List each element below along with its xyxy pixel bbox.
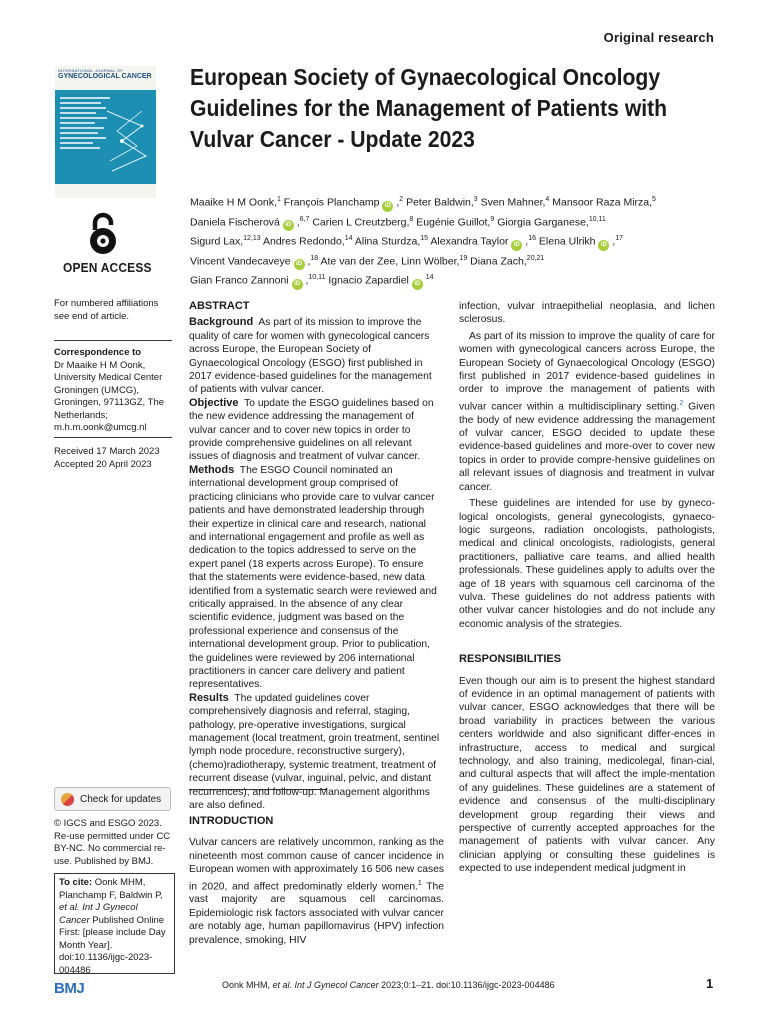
abstract-heading: ABSTRACT	[189, 300, 250, 312]
author-name: Gian Franco Zannoni	[190, 274, 289, 287]
open-access-icon	[86, 212, 120, 256]
paragraph: Even though our aim is to present the highest standard of evidence in an optimal management of patients with vulvar cancer, ESGO acknowledges that there will be broad variability in practices between the various centers worldwide and also significant differ-ences in infrastructure, access to medical and surgical technology, and also training, medicolegal, finan-cial, and cultural aspects that will affect the imple-mentation of any guidelines. These guidelines are a statement of evidence and consensus of the multi-disciplinary development group regarding their views and perspective of currently accepted approaches for the management of patients with vulvar cancer. Any clinician applying or consulting these guidelines is expected to use independent medical judgment in	[459, 675, 715, 875]
cover-journal-small: INTERNATIONAL JOURNAL OF	[58, 68, 124, 73]
sidebar-divider	[54, 437, 172, 438]
cover-journal-name: GYNECOLOGICAL CANCER	[58, 73, 152, 80]
accepted-date: Accepted 20 April 2023	[54, 458, 152, 470]
cite-published: Published Online First: [please include Day Month Year]. doi:10.1136/ijgc-2023-004486	[59, 914, 166, 976]
author-name: Eugénie Guillot,	[416, 216, 491, 228]
cite-journal: et al. Int J Gynecol Cancer	[59, 902, 138, 926]
open-access-label: OPEN ACCESS	[63, 260, 152, 275]
objective-label: Objective	[189, 396, 239, 409]
author-name: Carien L Creutzberg,	[312, 216, 410, 228]
sidebar-divider	[54, 340, 172, 341]
paragraph-continued: infection, vulvar intraepithelial neoplasia, and lichen sclerosus.	[459, 301, 715, 326]
author-list: Maaike H M Oonk,$^1$ François Planchamp iD ,$^2$ Peter Baldwin,$^3$ Sven Mahner,$^4$ Mansoor Raza Mirza,$^5$ Daniela Fischerová iD ,$^{6,7}$ Carien L Creutzberg,$^8$ Eugénie Guillot,$^9$ Giorgia Garganese,$^{10,11}$ Sigurd Lax,$^{12,13}$ Andres Redondo,$^{14}$ Alina Sturdza,$^{15}$ Alexandra Taylor iD ,$^{16}$ Elena Ulrikh iD ,$^{17}$ Vincent Vandecaveye iD ,$^{18}$ Ate van der Zee, Linn Wölber,$^{19}$ Diana Zach,$^{20,21}$ Gian Franco Zannoni iD ,$^{10,11}$ Ignacio Zapardiel iD $^{14}$	[190, 192, 720, 290]
author-name: Sven Mahner,	[480, 196, 546, 209]
paragraph: As part of its mission to improve the quality of care for women with gynecological cancers across Europe, the European Society of Gynaecological Oncology (ESGO) first published in 2017 evidence-based guidelines in order to improve the management of patients with vulvar cancer within a multidisciplinary setting.$^2$ Given the body of new evidence addressing the management of vulvar cancer, ESGO decided to update these evidence-based guidelines and more-over to cover new topics in order to provide compre-hensive guidelines on all relevant issues of diagnosis and treatment in vulvar cancer.	[459, 330, 715, 493]
author-name: Daniela Fischerová	[190, 216, 280, 228]
orcid-icon[interactable]: iD	[283, 220, 294, 231]
right-column	[459, 300, 715, 876]
author-name: Sigurd Lax,	[190, 235, 244, 248]
orcid-icon[interactable]: iD	[382, 201, 393, 212]
responsibilities-heading: RESPONSIBILITIES	[459, 653, 562, 666]
correspondence-text: Dr Maaike H M Oonk, University Medical Center Groningen (UMCG), Groningen, 97113GZ, The Netherlands; m.h.m.oonk@umcg.nl	[54, 359, 165, 433]
results-label: Results	[189, 691, 229, 704]
received-date: Received 17 March 2023	[54, 446, 160, 457]
citation-box	[54, 873, 175, 974]
orcid-icon[interactable]: iD	[412, 279, 423, 290]
author-name: Ignacio Zapardiel	[328, 274, 409, 287]
author-name: Diana Zach,	[470, 255, 527, 267]
methods-label: Methods	[189, 463, 235, 476]
paragraph: These guidelines are intended for use by gyneco-logical oncologists, general gynecologists, gynaeco-logic surgeons, radiation oncologists, pathologists, medical and clinical oncologists, radiologists, general practitioners, palliative care teams, and allied health professionals. These guidelines apply to adults over the age of 18 years with squamous cell carcinoma of the vulva. These guidelines do not address patients with other vulvar cancer histologies and do not include any economic analysis of the strategies.	[459, 498, 715, 630]
background-text: As part of its mission to improve the quality of care for women with gynecological cancers across Europe, the European Society of Gynaecological Oncology (ESGO) first published in 2017 evidence-based guidelines for the management of patients with vulvar cancer.	[189, 317, 432, 396]
author-name: Linn Wölber,	[401, 255, 460, 267]
footer-citation: Oonk MHM, et al. Int J Gynecol Cancer 2023;0:1–21. doi:10.1136/ijgc-2023-004486	[222, 980, 555, 990]
correspondence-block	[54, 347, 174, 435]
background-label: Background	[189, 316, 254, 329]
orcid-icon[interactable]: iD	[598, 240, 609, 251]
author-name: Mansoor Raza Mirza,	[552, 196, 653, 209]
page-number: 1	[706, 976, 714, 991]
author-name: Andres Redondo,	[263, 235, 345, 248]
author-name: Elena Ulrikh	[538, 235, 596, 248]
affiliations-note: For numbered affiliations see end of article.	[54, 298, 159, 322]
crossmark-icon	[61, 793, 74, 806]
orcid-icon[interactable]: iD	[292, 279, 303, 290]
author-name: Giorgia Garganese,	[497, 216, 589, 228]
section-label: Original research	[603, 30, 714, 45]
author-name: Alina Sturdza,	[354, 235, 421, 248]
orcid-icon[interactable]: iD	[511, 240, 522, 251]
abstract-divider	[189, 789, 327, 790]
cover-artwork	[102, 106, 150, 176]
objective-text: To update the ESGO guidelines based on the new evidence addressing the management of vulvar cancer and to cover new topics in order to provide comprehensive guidelines on all relevant issues of diagnosis and treatment of vulvar cancer.	[189, 397, 434, 463]
dates-block	[54, 446, 174, 471]
author-name: François Planchamp	[283, 196, 380, 209]
journal-cover-image	[55, 66, 156, 198]
cite-text: Oonk MHM, Planchamp F, Baldwin P,	[59, 877, 163, 901]
author-name: Ate van der Zee,	[320, 255, 399, 267]
cover-footer-strip	[55, 184, 156, 198]
author-name: Peter Baldwin,	[406, 196, 474, 209]
orcid-icon[interactable]: iD	[294, 259, 305, 270]
introduction-heading: INTRODUCTION	[189, 815, 274, 827]
introduction-section	[189, 815, 444, 947]
introduction-paragraph: Vulvar cancers are relatively uncommon, ranking as the nineteenth most common cause of cancer incidence in European women with approximately 16 506 new cases in 2020, and affect predominatly elderly women.$^1$ The vast majority are squamous cell carcinomas. Epidemiologic risk factors associated with vulvar cancer are notably age, human papillomavirus (HPV) infection prevalence, smoking, HIV	[189, 837, 444, 946]
copyright-note: © IGCS and ESGO 2023. Re-use permitted under CC BY-NC. No commercial re-use. Published by BMJ.	[54, 818, 171, 867]
article-title: European Society of Gynaecological Oncology Guidelines for the Management of Patients with Vulvar Cancer - Update 2023	[190, 64, 668, 152]
author-name: Alexandra Taylor	[430, 235, 509, 248]
author-name: Vincent Vandecaveye	[190, 255, 291, 267]
bmj-logo: BMJ	[54, 980, 85, 997]
methods-text: The ESGO Council nominated an international development group comprised of practicing clinicians who provide care to vulvar cancer patients and have demonstrated leadership through their expertize in clinical care and research, national and international engagement and profile as well as dedication to the topics addressed to serve on the expert panel (18 experts across Europe). To ensure that the statements were evidence-based, new data identified from a systematic search were reviewed and critically appraised. In the absence of any clear scientific evidence, judgment was based on the professional experience and consensus of the international development group. Prior to publication, the guidelines were reviewed by 206 international practitioners in cancer care delivery and patient representatives.	[189, 464, 437, 691]
abstract-section	[189, 300, 443, 812]
check-for-updates-label: Check for updates	[80, 793, 162, 805]
cite-label: To cite:	[59, 877, 93, 888]
correspondence-heading: Correspondence to	[54, 347, 142, 358]
author-name: Maaike H M Oonk,	[190, 196, 277, 209]
results-text: The updated guidelines cover comprehensively diagnosis and referral, staging, pathology, pre-operative investigations, surgical management (local treatment, groin treatment, sentinel lymph node procedure, reconstructive surgery), (chemo)radiotherapy, systemic treatment, treatment of recurrent disease (vulvar, inguinal, pelvic, and distant recurrences), and follow-up. Management algorithms are also defined.	[189, 692, 440, 812]
check-for-updates-button[interactable]	[54, 787, 171, 811]
